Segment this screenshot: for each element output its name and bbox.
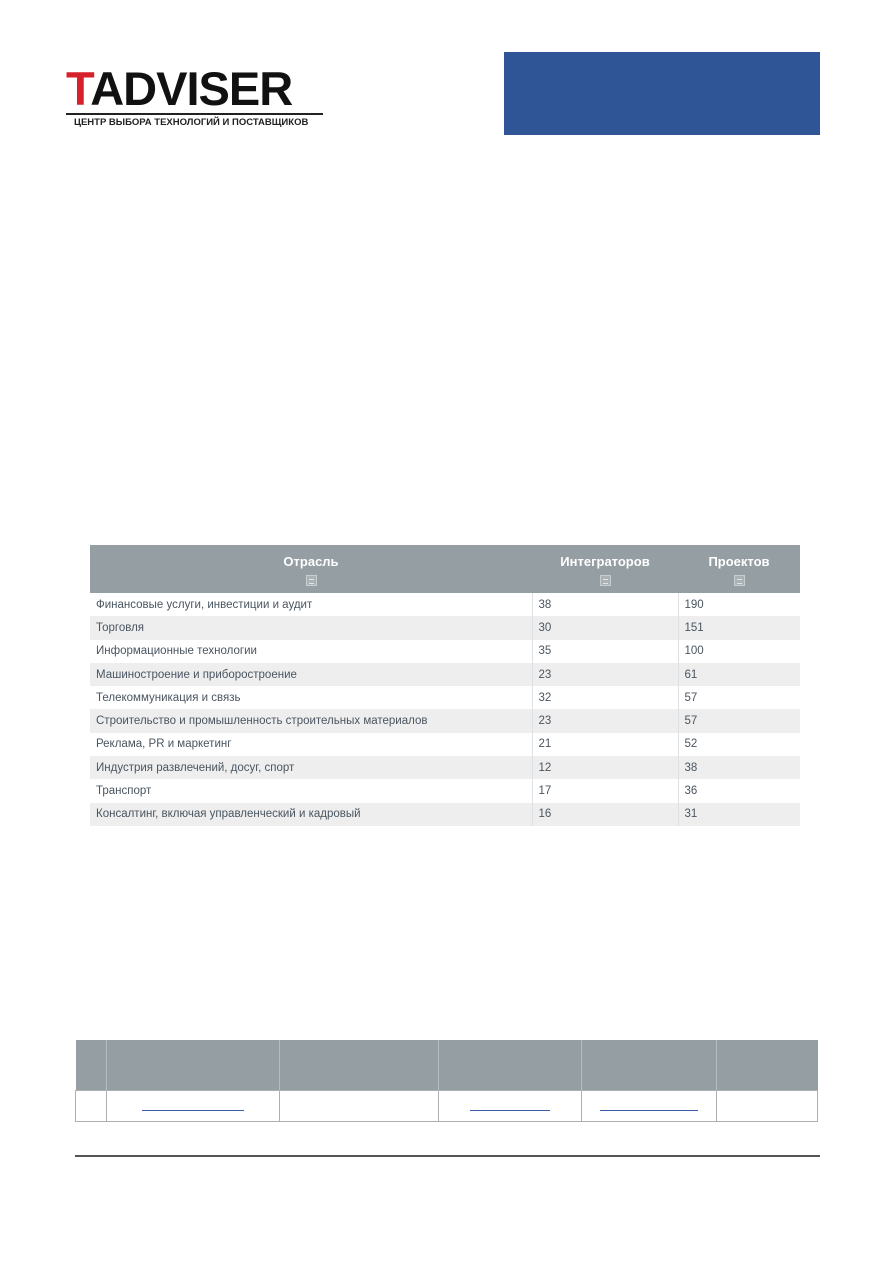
projects-cell: 57 xyxy=(678,709,800,732)
header-industry[interactable] xyxy=(90,545,532,593)
sort-icon[interactable] xyxy=(600,575,611,586)
industry-cell: Транспорт xyxy=(90,779,532,802)
table-row xyxy=(90,686,800,709)
header-projects-label: Проектов xyxy=(708,554,770,569)
industry-table-header xyxy=(90,545,800,593)
industry-cell: Торговля xyxy=(90,616,532,639)
logo-wordmark xyxy=(66,62,326,115)
table-row xyxy=(90,640,800,663)
header-integrators[interactable] xyxy=(532,545,678,593)
table-row xyxy=(90,663,800,686)
integrators-cell: 35 xyxy=(532,640,678,663)
industry-cell: Строительство и промышленность строительных материалов xyxy=(90,709,532,732)
industry-cell: Индустрия развлечений, досуг, спорт xyxy=(90,756,532,779)
table-row xyxy=(76,1091,818,1122)
secondary-header-cell xyxy=(581,1040,716,1091)
industry-cell: Информационные технологии xyxy=(90,640,532,663)
industry-cell: Финансовые услуги, инвестиции и аудит xyxy=(90,593,532,616)
secondary-header-cell xyxy=(438,1040,581,1091)
logo-first-letter: T xyxy=(66,62,91,115)
link[interactable] xyxy=(600,1110,698,1111)
sort-icon[interactable] xyxy=(734,575,745,586)
table-row xyxy=(90,709,800,732)
secondary-cell xyxy=(76,1091,107,1122)
integrators-cell: 23 xyxy=(532,663,678,686)
header-banner-box xyxy=(504,52,820,135)
secondary-cell xyxy=(581,1091,716,1122)
industry-table xyxy=(90,545,800,826)
link[interactable] xyxy=(470,1110,550,1111)
integrators-cell: 17 xyxy=(532,779,678,802)
link[interactable] xyxy=(142,1110,244,1111)
header-integrators-label: Интеграторов xyxy=(560,554,650,569)
footer-divider xyxy=(75,1155,820,1157)
integrators-cell: 16 xyxy=(532,803,678,826)
industry-cell: Реклама, PR и маркетинг xyxy=(90,733,532,756)
integrators-cell: 21 xyxy=(532,733,678,756)
industry-cell: Машиностроение и приборостроение xyxy=(90,663,532,686)
integrators-cell: 23 xyxy=(532,709,678,732)
secondary-header-cell xyxy=(106,1040,279,1091)
logo-tagline: ЦЕНТР ВЫБОРА ТЕХНОЛОГИЙ И ПОСТАВЩИКОВ xyxy=(74,117,309,128)
projects-cell: 61 xyxy=(678,663,800,686)
logo-rest: ADVISER xyxy=(90,62,293,115)
secondary-table-header xyxy=(76,1040,818,1091)
secondary-table xyxy=(75,1040,818,1122)
table-row xyxy=(90,616,800,639)
table-row xyxy=(90,593,800,616)
integrators-cell: 30 xyxy=(532,616,678,639)
secondary-cell xyxy=(716,1091,818,1122)
secondary-cell xyxy=(279,1091,438,1122)
projects-cell: 190 xyxy=(678,593,800,616)
table-row xyxy=(90,803,800,826)
integrators-cell: 32 xyxy=(532,686,678,709)
industry-cell: Консалтинг, включая управленческий и кадровый xyxy=(90,803,532,826)
integrators-cell: 12 xyxy=(532,756,678,779)
projects-cell: 31 xyxy=(678,803,800,826)
table-row xyxy=(90,733,800,756)
table-row xyxy=(90,779,800,802)
table-row xyxy=(90,756,800,779)
projects-cell: 38 xyxy=(678,756,800,779)
header-projects[interactable] xyxy=(678,545,800,593)
sort-icon[interactable] xyxy=(306,575,317,586)
secondary-cell xyxy=(438,1091,581,1122)
industry-cell: Телекоммуникация и связь xyxy=(90,686,532,709)
header-industry-label: Отрасль xyxy=(283,554,339,569)
secondary-header-cell xyxy=(76,1040,107,1091)
tadviser-logo[interactable] xyxy=(66,62,326,128)
projects-cell: 151 xyxy=(678,616,800,639)
projects-cell: 52 xyxy=(678,733,800,756)
secondary-cell xyxy=(106,1091,279,1122)
secondary-header-cell xyxy=(279,1040,438,1091)
projects-cell: 57 xyxy=(678,686,800,709)
integrators-cell: 38 xyxy=(532,593,678,616)
projects-cell: 100 xyxy=(678,640,800,663)
secondary-header-cell xyxy=(716,1040,818,1091)
projects-cell: 36 xyxy=(678,779,800,802)
